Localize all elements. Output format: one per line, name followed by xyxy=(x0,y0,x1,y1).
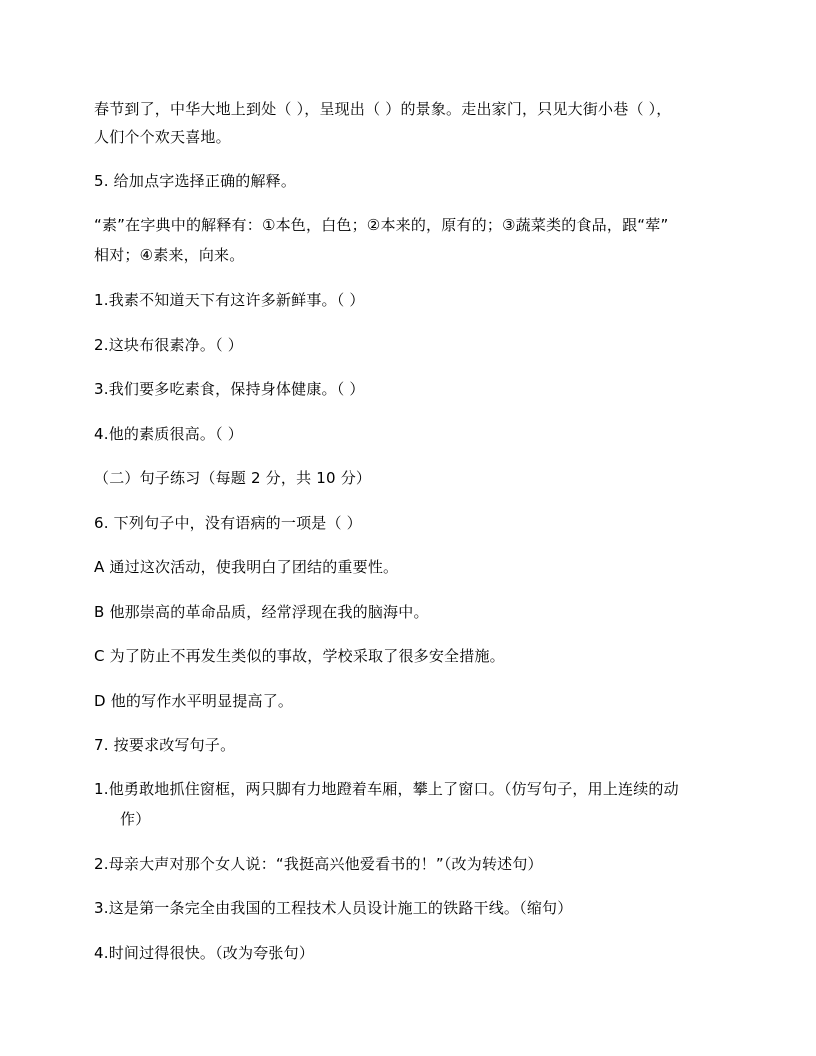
question-5-item-4: 4.他的素质很高。（ ） xyxy=(94,425,243,443)
question-6-option-b: B 他那崇高的革命品质，经常浮现在我的脑海中。 xyxy=(94,603,429,621)
question-5-item-1: 1.我素不知道天下有这许多新鲜事。（ ） xyxy=(94,291,365,309)
question-6-option-a: A 通过这次活动，使我明白了团结的重要性。 xyxy=(94,558,399,576)
question-7-title: 7. 按要求改写句子。 xyxy=(94,736,236,754)
question-7-item-1-line-1: 1.他勇敢地抓住窗框，两只脚有力地蹬着车厢，攀上了窗口。（仿写句子，用上连续的动 xyxy=(94,780,679,798)
question-7-item-4: 4.时间过得很快。（改为夸张句） xyxy=(94,944,315,962)
question-6-option-d: D 他的写作水平明显提高了。 xyxy=(94,692,294,710)
question-5-item-3: 3.我们要多吃素食，保持身体健康。（ ） xyxy=(94,380,365,398)
question-7-item-2: 2.母亲大声对那个女人说：“我挺高兴他爱看书的！”（改为转述句） xyxy=(94,855,543,873)
question-5-title: 5. 给加点字选择正确的解释。 xyxy=(94,172,297,190)
question-5-item-2: 2.这块布很素净。（ ） xyxy=(94,336,243,354)
question-7-item-3: 3.这是第一条完全由我国的工程技术人员设计施工的铁路干线。（缩句） xyxy=(94,899,573,917)
dictionary-definition-line-1: “素”在字典中的解释有：①本色，白色；②本来的，原有的；③蔬菜类的食品，跟“荤” xyxy=(94,216,669,234)
dictionary-definition-line-2: 相对；④素来，向来。 xyxy=(94,246,245,264)
question-6-title: 6. 下列句子中，没有语病的一项是（ ） xyxy=(94,514,362,532)
question-7-item-1-line-2: 作） xyxy=(120,810,151,828)
paragraph-line-1: 春节到了，中华大地上到处（ ），呈现出（ ）的景象。走出家门，只见大街小巷（ ）， xyxy=(94,100,672,118)
question-6-option-c: C 为了防止不再发生类似的事故，学校采取了很多安全措施。 xyxy=(94,647,505,665)
paragraph-line-2: 人们个个欢天喜地。 xyxy=(94,128,231,146)
section-heading-sentence-practice: （二）句子练习（每题 2 分，共 10 分） xyxy=(94,469,372,487)
